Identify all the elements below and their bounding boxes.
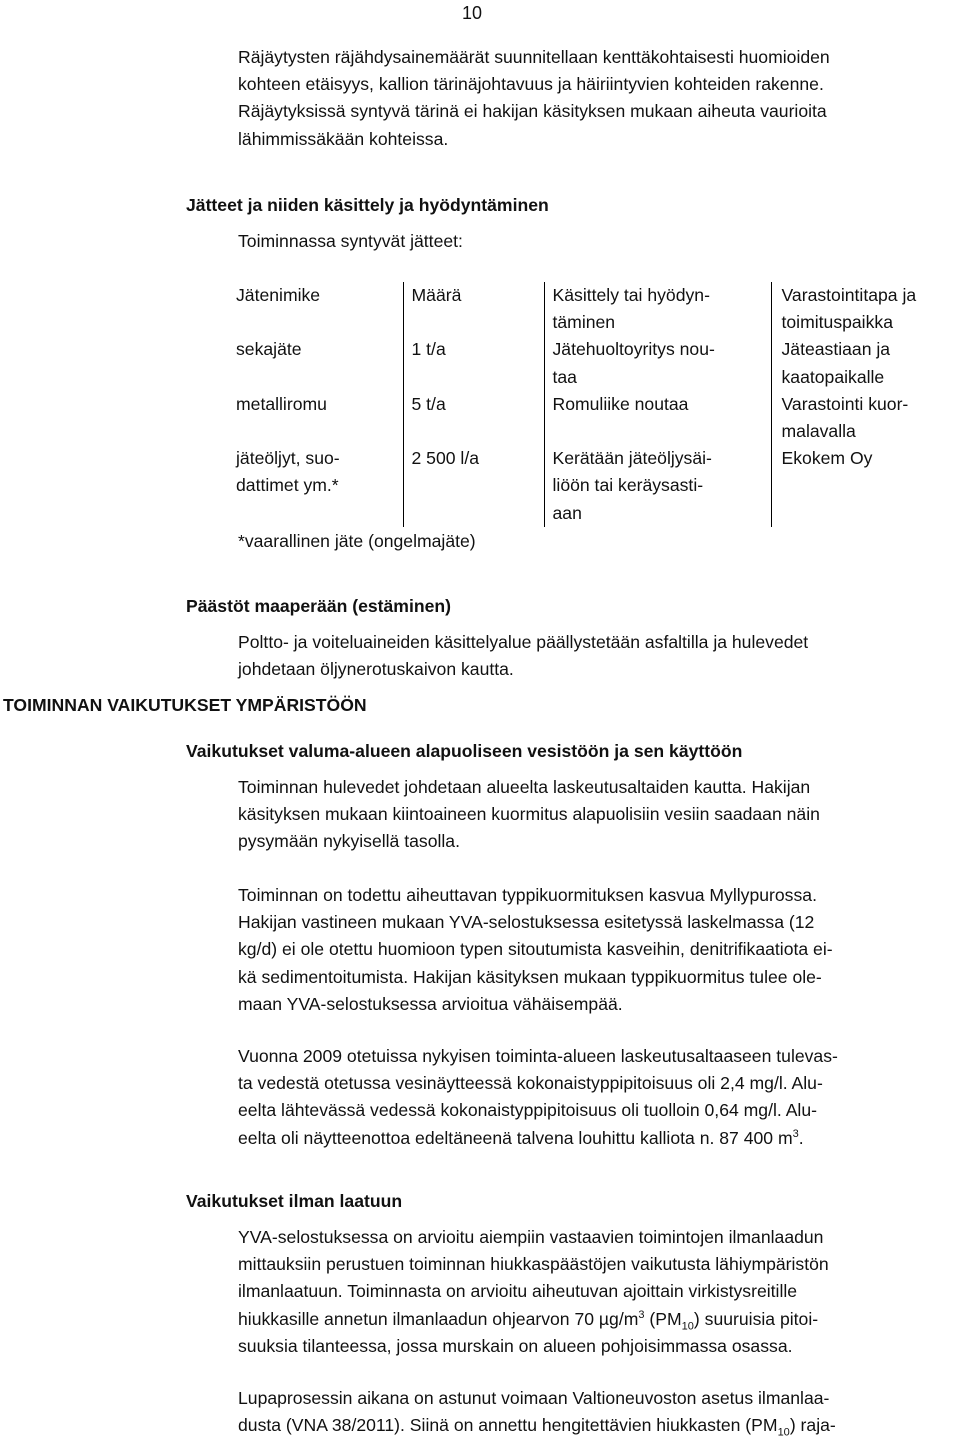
table-cell: metalliromu: [236, 391, 403, 445]
table-cell: Jäteastiaan ja kaatopaikalle: [771, 336, 940, 390]
soil-paragraph: [238, 629, 938, 683]
table-cell: 5 t/a: [403, 391, 544, 445]
table-cell: 1 t/a: [403, 336, 544, 390]
table-cell: Kerätään jäteöljysäi- liöön tai keräysasti- aan: [544, 445, 771, 527]
text-line: maan YVA-selostuksessa arvioitua vähäisempää.: [238, 993, 623, 1014]
table-cell: sekajäte: [236, 336, 403, 390]
text-line: kg/d) ei ole otettu huomioon typen sitoutumista kasveihin, denitrifikaatiota ei-: [238, 939, 833, 960]
table-cell: Varastointi kuor- malavalla: [771, 391, 940, 445]
table-row: [236, 391, 940, 445]
air-paragraph-2: [238, 1385, 938, 1439]
text-line: johdetaan öljynerotuskaivon kautta.: [238, 659, 514, 680]
text-line: käsityksen mukaan kiintoaineen kuormitus alapuolisiin vesiin saadaan näin: [238, 804, 820, 825]
text-line: suuksia tilanteessa, jossa murskain on alueen pohjoisimmassa osassa.: [238, 1335, 793, 1356]
table-cell: jäteöljyt, suo- dattimet ym.*: [236, 445, 403, 527]
intro-paragraph: [238, 44, 938, 153]
table-row: [236, 336, 940, 390]
text-line: Lupaprosessin aikana on astunut voimaan Valtioneuvoston asetus ilmanlaa-: [238, 1388, 830, 1408]
text-line: Vuonna 2009 otetuissa nykyisen toiminta-alueen laskeutusaltaaseen tulevas-: [238, 1046, 838, 1066]
waste-heading: Jätteet ja niiden käsittely ja hyödyntäminen: [186, 195, 549, 215]
air-heading: Vaikutukset ilman laatuun: [186, 1191, 403, 1211]
text-line: kohteen etäisyys, kallion tärinäjohtavuus ja häiriintyvien kohteiden rakenne.: [238, 74, 824, 95]
text-line: dusta (VNA 38/2011). Siinä on annettu hengitettävien hiukkasten $(PM_{10})$ raja-: [238, 1415, 836, 1439]
water-heading: Vaikutukset valuma-alueen alapuoliseen vesistöön ja sen käyttöön: [186, 741, 743, 761]
header-cell-handling: Käsittely tai hyödyn- täminen: [544, 282, 771, 336]
header-cell-waste-type: Jätenimike: [236, 282, 403, 336]
waste-intro: Toiminnassa syntyvät jätteet:: [238, 231, 463, 251]
text-line: Toiminnan on todettu aiheuttavan typpikuormituksen kasvua Myllypurossa.: [238, 885, 817, 905]
text-line: mittauksiin perustuen toiminnan hiukkaspäästöjen vaikutusta lähiympäristön: [238, 1254, 829, 1275]
header-cell-amount: Määrä: [403, 282, 544, 336]
table-cell: Ekokem Oy: [771, 445, 940, 527]
text-line: Toiminnan hulevedet johdetaan alueelta laskeutusaltaiden kautta. Hakijan: [238, 777, 811, 797]
main-heading: TOIMINNAN VAIKUTUKSET YMPÄRISTÖÖN: [3, 695, 367, 715]
text-line: YVA-selostuksessa on arvioitu aiempiin vastaavien toimintojen ilmanlaadun: [238, 1227, 824, 1247]
page-number: 10: [462, 3, 483, 23]
text-line: eelta lähtevässä vedessä kokonaistyppipitoisuus oli tuolloin 0,64 mg/l. Alu-: [238, 1100, 817, 1121]
text-line: Räjäytyksissä syntyvä tärinä ei hakijan käsityksen mukaan aiheuta vaurioita: [238, 101, 827, 122]
text-line: ilmanlaatuun. Toiminnasta on arvioitu aiheutuvan ajoittain virkistysreitille: [238, 1281, 798, 1302]
table-row: [236, 445, 940, 527]
text-line: Hakijan vastineen mukaan YVA-selostuksessa esitetyssä laskelmassa (12: [238, 912, 815, 933]
water-paragraph-2: [238, 882, 938, 1018]
soil-heading: Päästöt maaperään (estäminen): [186, 596, 451, 616]
table-cell: Jätehuoltoyritys nou- taa: [544, 336, 771, 390]
text-line: kä sedimentoitumista. Hakijan käsityksen mukaan typpikuormitus tulee ole-: [238, 966, 822, 987]
text-line: lähimmissäkään kohteissa.: [238, 128, 449, 149]
waste-table: [236, 282, 940, 527]
table-cell: Romuliike noutaa: [544, 391, 771, 445]
water-paragraph-3: [238, 1043, 938, 1152]
water-paragraph-1: [238, 774, 938, 856]
text-line: Poltto- ja voiteluaineiden käsittelyalue päällystetään asfaltilla ja hulevedet: [238, 632, 809, 652]
header-cell-storage: Varastointitapa ja toimituspaikka: [771, 282, 940, 336]
text-line: ta vedestä otetussa vesinäytteessä kokonaistyppipitoisuus oli 2,4 mg/l. Alu-: [238, 1073, 823, 1094]
text-line: pysymään nykyisellä tasolla.: [238, 831, 460, 852]
text-line: eelta oli näytteenottoa edeltäneenä talvena louhittu kalliota n. 87 400 $m^3$.: [238, 1127, 804, 1148]
text-line: hiukkasille annetun ilmanlaadun ohjearvon 70 $\mu g/m^3$ $(PM_{10})$ suuruisia pitoi-: [238, 1308, 819, 1333]
table-footnote: *vaarallinen jäte (ongelmajäte): [238, 531, 476, 551]
table-cell: 2 500 l/a: [403, 445, 544, 527]
air-paragraph-1: [238, 1224, 938, 1360]
waste-table-header-row: [236, 282, 940, 336]
text-line: Räjäytysten räjähdysainemäärät suunnitellaan kenttäkohtaisesti huomioiden: [238, 47, 830, 67]
